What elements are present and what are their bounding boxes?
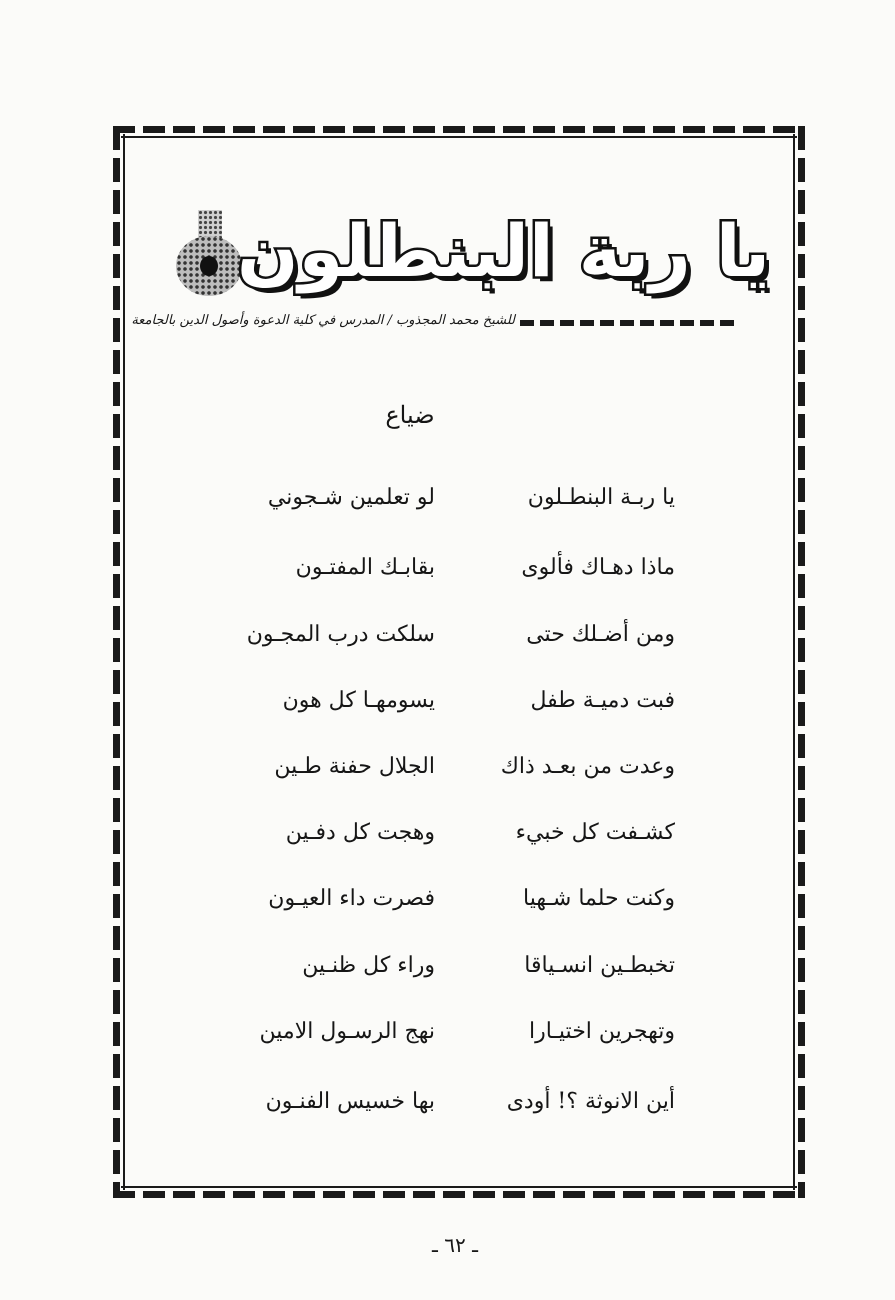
border-top <box>113 126 805 133</box>
verse-second-hemistich: نهج الرسـول الامين <box>259 1019 435 1044</box>
poem-title: ضياع <box>385 401 435 429</box>
border-left <box>113 126 120 1198</box>
border-bottom <box>113 1191 805 1198</box>
verse-second-hemistich: وهجت كل دفـين <box>285 820 435 845</box>
border-left-inner <box>123 134 125 1190</box>
verse-first-hemistich: يا ربـة البنطـلون <box>527 485 675 510</box>
page-title: يا ربة البنطلون <box>237 209 770 293</box>
verse-second-hemistich: يسومهـا كل هون <box>282 688 435 713</box>
page-number: ـ ٦٢ ـ <box>432 1233 478 1257</box>
header-ornament-tag <box>198 210 222 238</box>
verse-first-hemistich: أين الانوثة ؟! أودى <box>506 1089 675 1114</box>
border-top-inner <box>121 136 797 138</box>
border-right <box>798 126 805 1198</box>
verse-second-hemistich: بها خسيس الفنـون <box>265 1089 435 1114</box>
header-divider <box>520 320 735 326</box>
verse-second-hemistich: الجلال حفنة طـين <box>274 754 435 779</box>
verse-first-hemistich: كشـفت كل خبيء <box>515 820 675 845</box>
verse-first-hemistich: فبت دميـة طفل <box>530 688 675 713</box>
verse-first-hemistich: تخبطـين انسـياقا <box>524 953 675 978</box>
verse-second-hemistich: فصرت داء العيـون <box>268 886 435 911</box>
border-bottom-inner <box>121 1186 797 1188</box>
verse-first-hemistich: وتهجرين اختيـارا <box>529 1019 675 1044</box>
header-ornament-icon <box>176 236 242 296</box>
verse-second-hemistich: سلكت درب المجـون <box>246 622 435 647</box>
verse-first-hemistich: وعدت من بعـد ذاك <box>500 754 675 779</box>
border-right-inner <box>793 134 795 1190</box>
verse-first-hemistich: ماذا دهـاك فألوى <box>521 555 675 580</box>
author-byline: للشيخ محمد المجذوب / المدرس في كلية الدعوة وأصول الدين بالجامعة <box>131 313 515 328</box>
verse-second-hemistich: وراء كل ظنـين <box>302 953 435 978</box>
verse-second-hemistich: بقابـك المفتـون <box>295 555 435 580</box>
verse-second-hemistich: لو تعلمين شـجوني <box>267 485 435 510</box>
verse-first-hemistich: ومن أضـلك حتى <box>526 622 675 647</box>
verse-first-hemistich: وكنت حلما شـهيا <box>523 886 675 911</box>
